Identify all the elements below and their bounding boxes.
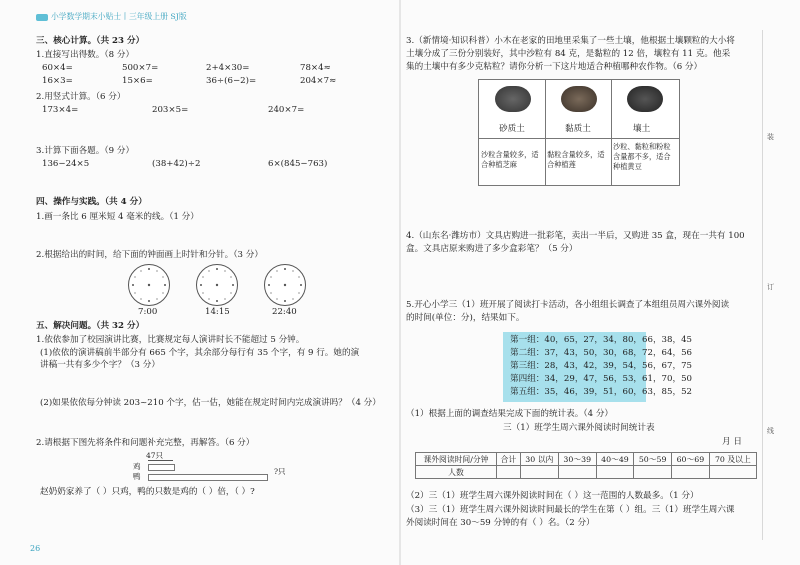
table-header-row bbox=[416, 453, 757, 466]
table-title: 三（1）班学生周六课外阅读时间统计表 bbox=[503, 423, 655, 433]
clock-face-icon bbox=[264, 264, 306, 306]
table-header-cell: 50～59 bbox=[634, 453, 672, 466]
book-spine bbox=[399, 0, 401, 565]
q3-item: 6×(845−763) bbox=[268, 159, 328, 169]
chicken-bar bbox=[148, 464, 175, 471]
section-5-title: 五、解决问题。（共 32 分） bbox=[36, 321, 145, 331]
r-q5-3: （3）三（1）班学生周六课外阅读时间最长的学生在第（ ）组。三（1）班学生周六课 bbox=[406, 505, 735, 515]
r-q4-line: 盒。文具店原来购进了多少盒彩笔？（5 分） bbox=[406, 244, 578, 254]
q3-item: 136−24×5 bbox=[42, 159, 90, 169]
survey-results-box bbox=[503, 332, 693, 402]
table-date: 月 日 bbox=[722, 437, 742, 447]
r-q3-line: 土壤分成了三份分别装好，其中沙粒有 84 克，是黏粒的 12 倍，壤粒有 11 克。他采 bbox=[406, 49, 731, 59]
table-cell[interactable] bbox=[672, 466, 710, 479]
binding-label: 线 bbox=[767, 427, 774, 435]
brace-line bbox=[148, 460, 173, 461]
group-row: 第三组：28，43，42，39，54，56，67，75 bbox=[510, 361, 693, 371]
table-cell[interactable] bbox=[520, 466, 558, 479]
table-header-cell: 课外阅读时间/分钟 bbox=[416, 453, 497, 466]
r-q5-2: （2）三（1）班学生周六课外阅读时间在（ ）这一范围的人数最多。（1 分） bbox=[406, 491, 699, 501]
q1-item: 16×3= bbox=[42, 76, 73, 86]
sandy-soil-image bbox=[495, 86, 531, 112]
binding-label: 装 bbox=[767, 133, 774, 141]
r-q4-line: 4.（山东名·潍坊市）文具店购进一批彩笔，卖出一半后，又购进 35 盒，现在一共有 100 bbox=[406, 231, 745, 241]
q1-title: 1.直接写出得数。（8 分） bbox=[36, 50, 135, 60]
r-q5-line: 5.开心小学三（1）班开展了阅读打卡活动，各小组组长调查了本组组员周六课外阅读 bbox=[406, 300, 730, 310]
table-header-cell: 60～69 bbox=[672, 453, 710, 466]
group-row: 第二组：37，43，50，30，68，72，64，56 bbox=[510, 348, 693, 358]
soil-name: 砂质土 bbox=[499, 124, 525, 134]
page-number: 26 bbox=[30, 544, 41, 553]
duck-bar bbox=[148, 474, 268, 481]
table-header-cell: 30 以内 bbox=[520, 453, 558, 466]
r-q5-3: 外阅读时间在 30～59 分钟的有（ ）名。（2 分） bbox=[406, 518, 595, 528]
r-q5-line: 的时间(单位：分)，结果如下。 bbox=[406, 313, 525, 323]
s4-q2: 2.根据给出的时间，给下面的钟面画上时针和分针。（3 分） bbox=[36, 250, 263, 260]
q3-item: (38+42)÷2 bbox=[152, 159, 201, 169]
loam-soil-image bbox=[627, 86, 663, 112]
bar-chicken-label: 鸡 bbox=[133, 462, 141, 471]
q2-item: 173×4= bbox=[42, 105, 79, 115]
table-cell[interactable] bbox=[634, 466, 672, 479]
s5-q2: 2.请根据下图先将条件和问题补充完整，再解答。（6 分） bbox=[36, 438, 255, 448]
clock-time-label: 7:00 bbox=[138, 307, 158, 317]
q1-item: 2+4×30= bbox=[206, 63, 250, 73]
clock-face-icon bbox=[128, 264, 170, 306]
q1-item: 78×4≈ bbox=[300, 63, 331, 73]
r-q3-line: 集的土壤中有多少克粘粒？请你分析一下这片地适合种植哪种农作物。（6 分） bbox=[406, 62, 703, 72]
q1-item: 36÷(6−2)= bbox=[206, 76, 257, 86]
bar-top-label: 47只 bbox=[146, 451, 164, 460]
clock-time-label: 22:40 bbox=[272, 307, 297, 317]
bar-duck-label: 鸭 bbox=[133, 472, 141, 481]
s5-q1-line: 1.依依参加了校园演讲比赛，比赛规定每人演讲时长不能超过 5 分钟。 bbox=[36, 335, 305, 345]
q1-item: 500×7= bbox=[122, 63, 159, 73]
soil-name: 黏质土 bbox=[565, 124, 591, 134]
soil-desc: 沙粒、黏粒和粉粒含量都不多，适合种植黄豆 bbox=[613, 142, 671, 171]
binding-line bbox=[762, 30, 763, 540]
table-divider bbox=[479, 138, 679, 139]
q2-title: 2.用竖式计算。（6 分） bbox=[36, 92, 126, 102]
s5-q1-line: 讲稿一共有多少个字？（3 分） bbox=[40, 360, 160, 370]
s5-q1-line: (2)如果依依每分钟读 203~210 个字，估一估，她能在规定时间内完成演讲吗？（4 分） bbox=[40, 398, 381, 408]
table-header-cell: 70 及以上 bbox=[709, 453, 756, 466]
table-cell[interactable] bbox=[558, 466, 596, 479]
group-row: 第四组：34，29，47，56，53，61，70，50 bbox=[510, 374, 693, 384]
q1-item: 204×7≈ bbox=[300, 76, 337, 86]
soil-name: 壤土 bbox=[633, 124, 651, 134]
r-q5-1: （1）根据上面的调查结果完成下面的统计表。（4 分） bbox=[406, 409, 614, 419]
s4-q1: 1.画一条比 6 厘米短 4 毫米的线。（1 分） bbox=[36, 212, 199, 222]
binding-label: 订 bbox=[767, 283, 774, 291]
table-header-cell: 40～49 bbox=[596, 453, 634, 466]
q2-item: 203×5= bbox=[152, 105, 189, 115]
table-row-label: 人数 bbox=[416, 466, 497, 479]
stats-table bbox=[415, 452, 757, 479]
soil-desc: 沙粒含量较多，适合种植芝麻 bbox=[481, 150, 539, 169]
page-header: 小学数学期末小贴士丨三年级上册 SJ版 bbox=[51, 12, 187, 21]
q1-item: 15×6= bbox=[122, 76, 153, 86]
s5-q1-line: (1)依依的演讲稿前半部分有 665 个字，其余部分每行有 35 个字，有 9 行。她的演 bbox=[40, 348, 360, 358]
bar-question-label: ?只 bbox=[274, 467, 286, 476]
soil-cell bbox=[611, 80, 678, 185]
r-q3-line: 3.（新情境·知识科普）小木在老家的田地里采集了一些土壤，他根据土壤颗粒的大小将 bbox=[406, 36, 735, 46]
group-row: 第五组：35，46，39，51，60，63，85，52 bbox=[510, 387, 693, 397]
q2-item: 240×7= bbox=[268, 105, 305, 115]
soil-cell bbox=[545, 80, 612, 185]
soil-desc: 黏粒含量较多，适合种植莲 bbox=[547, 150, 605, 169]
table-row bbox=[416, 466, 757, 479]
clock-face-icon bbox=[196, 264, 238, 306]
brand-badge-icon bbox=[36, 14, 48, 21]
group-row: 第一组：40，65，27，34，80，66，38，45 bbox=[510, 335, 693, 345]
q1-item: 60×4= bbox=[42, 63, 73, 73]
soil-cell bbox=[479, 80, 546, 185]
table-cell[interactable] bbox=[596, 466, 634, 479]
section-4-title: 四、操作与实践。（共 4 分） bbox=[36, 197, 147, 207]
clock-time-label: 14:15 bbox=[205, 307, 230, 317]
table-cell[interactable] bbox=[709, 466, 756, 479]
s5-q2-fill: 赵奶奶家养了（ ）只鸡，鸭的只数是鸡的（ ）倍，（ ）? bbox=[40, 487, 255, 497]
table-header-cell: 30～39 bbox=[558, 453, 596, 466]
q3-title: 3.计算下面各题。（9 分） bbox=[36, 146, 135, 156]
section-3-title: 三、核心计算。（共 23 分） bbox=[36, 36, 145, 46]
clay-soil-image bbox=[561, 86, 597, 112]
soil-table bbox=[478, 79, 680, 186]
table-cell[interactable] bbox=[496, 466, 520, 479]
table-header-cell: 合计 bbox=[496, 453, 520, 466]
